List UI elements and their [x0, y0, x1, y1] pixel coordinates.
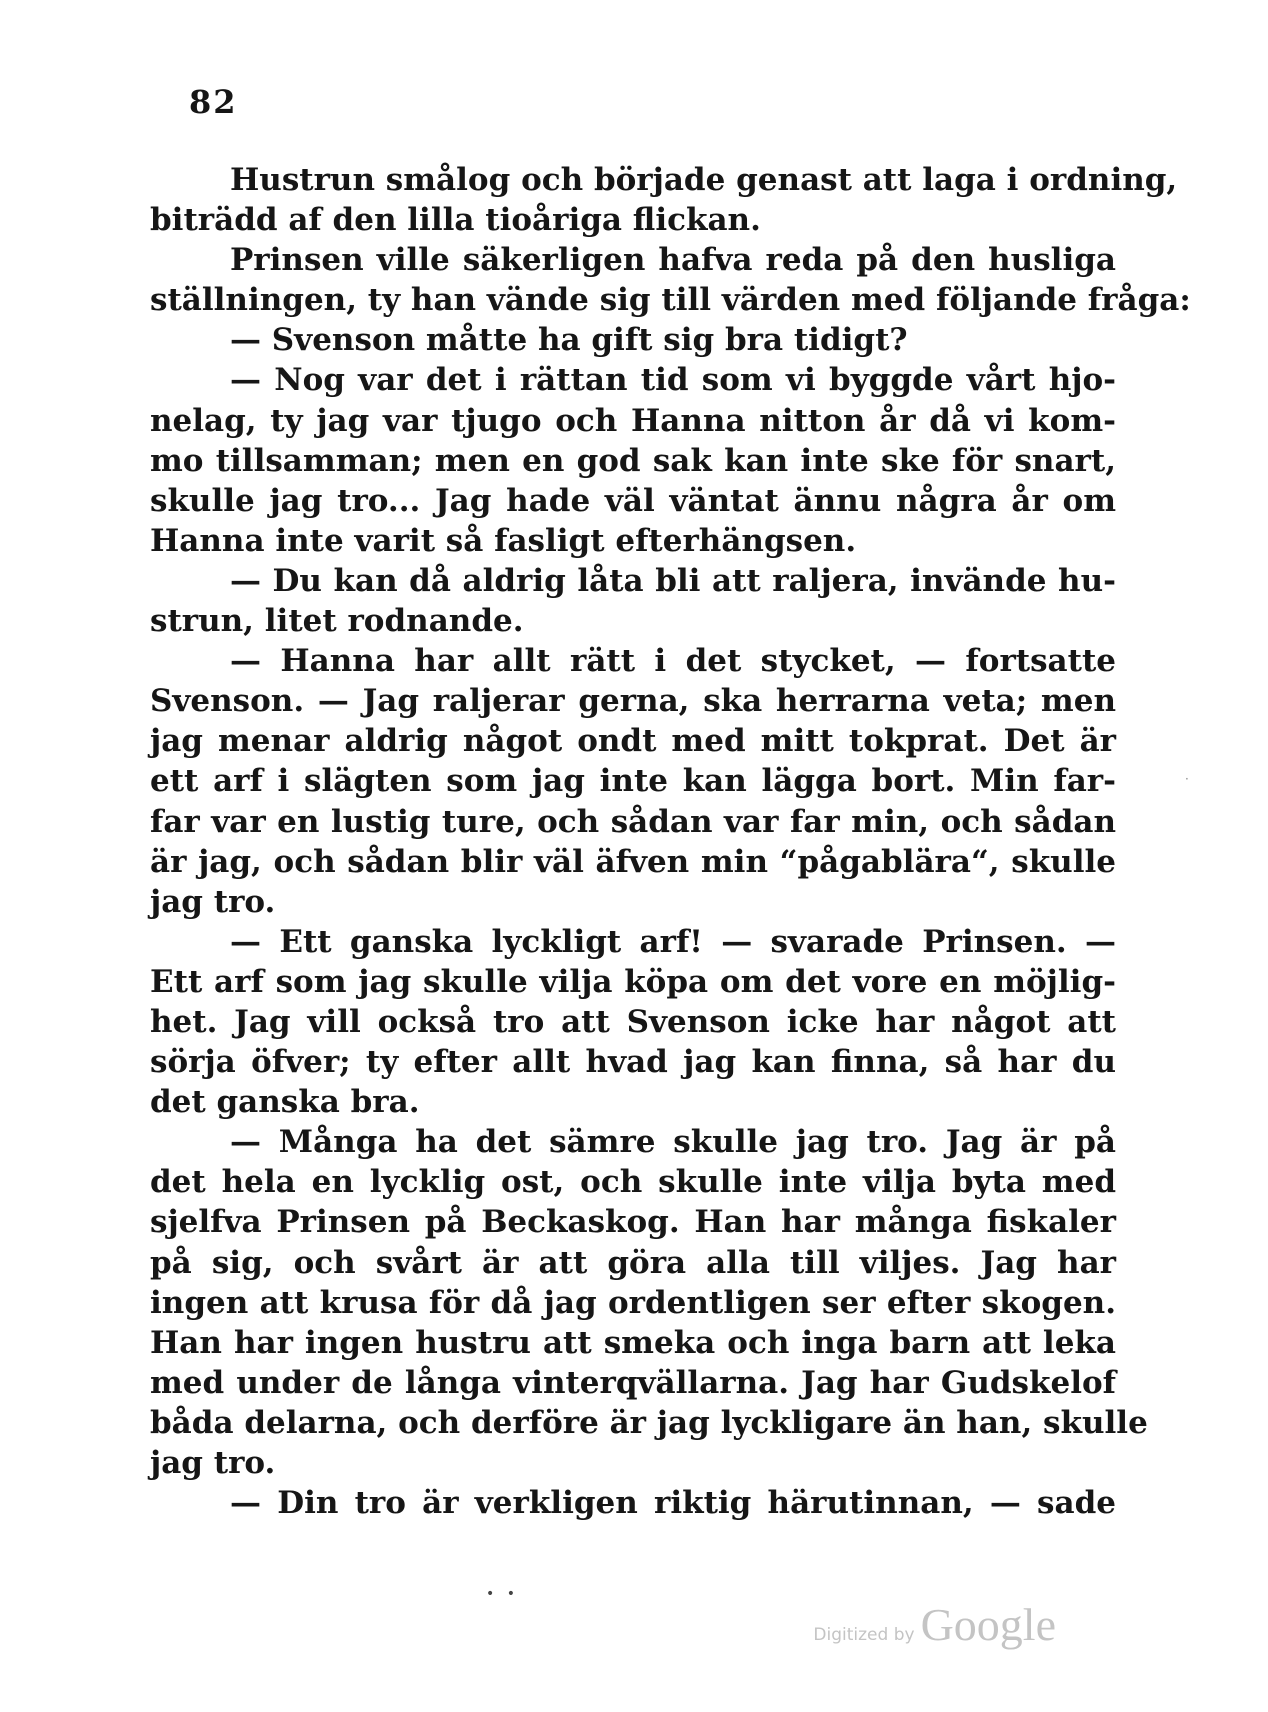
- text-line: jag tro.: [150, 1445, 276, 1481]
- text-line: biträdd af den lilla tioåriga flickan.: [150, 202, 761, 239]
- text-line: — Du kan då aldrig låta bli att raljera, invände hu-: [230, 562, 1116, 599]
- text-line: det ganska bra.: [150, 1084, 420, 1121]
- text-line: ett arf i slägten som jag inte kan lägga bort. Min far-: [150, 763, 1116, 800]
- page-body-text: [150, 160, 1191, 1523]
- text-line: båda delarna, och derföre är jag lyckligare än han, skulle: [150, 1404, 1148, 1441]
- text-line: det hela en lycklig ost, och skulle inte vilja byta med: [150, 1164, 1116, 1201]
- stray-ink-dot: ·: [1185, 772, 1189, 786]
- text-line: ställningen, ty han vände sig till värden med följande fråga:: [150, 282, 1191, 319]
- text-line: jag tro.: [150, 883, 276, 920]
- text-line: nelag, ty jag var tjugo och Hanna nitton år då vi kom-: [150, 402, 1116, 439]
- watermark-prefix: Digitized by: [813, 1625, 915, 1645]
- text-line: sörja öfver; ty efter allt hvad jag kan finna, så har du: [150, 1044, 1116, 1081]
- text-line: Ett arf som jag skulle vilja köpa om det vore en möjlig-: [150, 963, 1116, 1000]
- text-line: — Nog var det i rättan tid som vi byggde vårt hjo-: [230, 362, 1116, 399]
- stray-ink-dots: • •: [486, 1586, 519, 1602]
- text-line: skulle jag tro... Jag hade väl väntat ännu några år om: [150, 482, 1116, 519]
- text-line: Hustrun smålog och började genast att laga i ordning,: [230, 162, 1178, 198]
- text-line: mo tillsamman; men en god sak kan inte ske för snart,: [150, 442, 1116, 479]
- google-logo: Google: [920, 1599, 1056, 1650]
- text-line: — Många ha det sämre skulle jag tro. Jag är på: [230, 1124, 1116, 1161]
- text-line: ingen att krusa för då jag ordentligen ser efter skogen.: [150, 1284, 1116, 1321]
- text-line: far var en lustig ture, och sådan var far min, och sådan: [150, 803, 1116, 840]
- text-line: sjelfva Prinsen på Beckaskog. Han har många fiskaler: [150, 1204, 1116, 1241]
- text-line: Han har ingen hustru att smeka och inga barn att leka: [150, 1324, 1116, 1361]
- text-line: Prinsen ville säkerligen hafva reda på den husliga: [230, 242, 1116, 279]
- text-line: jag menar aldrig något ondt med mitt tokprat. Det är: [150, 723, 1116, 760]
- text-line: Hanna inte varit så fasligt efterhängsen.: [150, 522, 857, 559]
- text-line: är jag, och sådan blir väl äfven min “pågablära“, skulle: [150, 843, 1116, 880]
- text-line: med under de långa vinterqvällarna. Jag har Gudskelof: [150, 1364, 1116, 1401]
- page-number: 82: [189, 83, 238, 121]
- text-line: strun, litet rodnande.: [150, 603, 524, 640]
- text-line: — Svenson måtte ha gift sig bra tidigt?: [230, 322, 908, 359]
- text-line: på sig, och svårt är att göra alla till viljes. Jag har: [150, 1244, 1116, 1281]
- text-line: het. Jag vill också tro att Svenson icke har något att: [150, 1003, 1116, 1040]
- text-line: — Ett ganska lyckligt arf! — svarade Prinsen. —: [230, 923, 1116, 960]
- digitization-watermark: [813, 1599, 1056, 1650]
- text-line: — Hanna har allt rätt i det stycket, — fortsatte: [230, 643, 1116, 680]
- text-line: Svenson. — Jag raljerar gerna, ska herrarna veta; men: [150, 683, 1116, 720]
- text-line: — Din tro är verkligen riktig härutinnan, — sade: [230, 1485, 1116, 1522]
